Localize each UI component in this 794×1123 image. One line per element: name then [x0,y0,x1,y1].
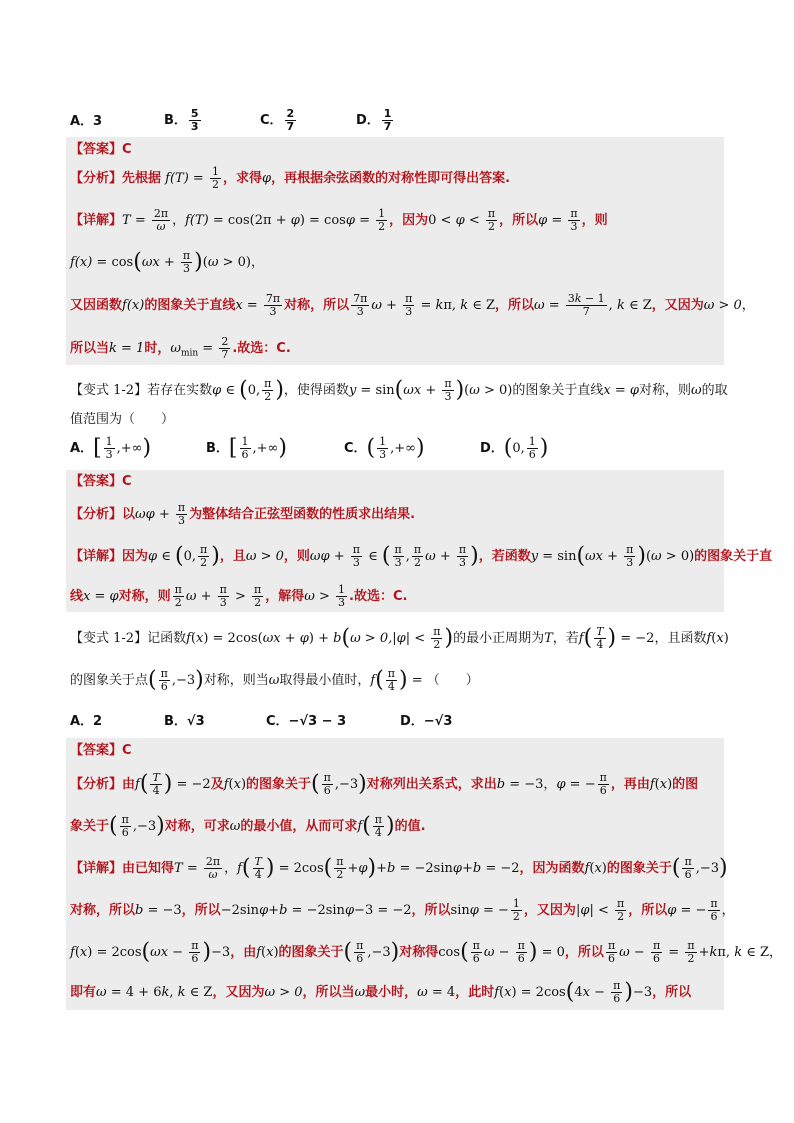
v2-detail-2: 对称，所以b = −3，所以−2sinφ+b = −2sinφ−3 = −2，所以sinφ = − $\frac{1}{2}$ ，又因为|φ| < $\frac{\pi}{2}$ ，所以φ = − $\frac{\pi}{6}$ ， [70,897,735,923]
q1-detail-3: 又因函数f(x)的图象关于直线x = $\frac{7\pi}{3}$ 对称，所以 $\frac{7\pi}{3}$ ω + $\frac{\pi}{3}$ = kπ, k ∈ Z，所以ω = $\frac{3k - 1}{7}$ , k ∈ Z，又因为ω > 0， [70,292,755,318]
v2-stem-line-2: 的图象关于点( $\frac{\pi}{6}$ ,−3)对称，则当ω取得最小值时，f( $\frac{\pi}{4}$ ) = （ ） [70,667,479,693]
q1-detail-1: 【详解】T = $\frac{2\pi}{\omega}$ ，f(T) = cos(2π + φ) = cosφ = $\frac{1}{2}$ ，因为0 < φ < $\frac{\pi}{2}$ ，所以φ = $\frac{\pi}{3}$ ，则 [70,207,608,233]
v1-option-d: D．(0, $\frac{1}{6}$ ) [480,435,549,461]
q1-analysis: 【分析】先根据 f(T) = $\frac{1}{2}$ ，求得φ，再根据余弦函数的对称性即可得出答案. [70,165,511,191]
q1-detail-4: 所以当k = 1时，$\omega_{min}$ = $\frac{2}{7}$ .故选：C. [70,335,291,361]
v2-detail-1: 【详解】由已知得T = $\frac{2\pi}{\omega}$ ，f( $\frac{T}{4}$ ) = 2cos( $\frac{\pi}{2}$ +φ)+b = −2sinφ+b = −2，因为函数f(x)的图象关于( $\frac{\pi}{6}$ ,−3) [70,855,728,881]
v2-option-c: C．−√3 − 3 [266,714,347,729]
q1-option-a: A．3 [70,114,103,129]
q1-answer: 【答案】C [70,142,132,157]
q1-option-c: C． $\frac{2}{7}$ [260,107,295,133]
q1-option-b: B． $\frac{5}{3}$ [164,107,199,133]
v1-stem-line-1: 【变式 1-2】若存在实数φ ∈ (0, $\frac{\pi}{2}$ )，使得函数y = sin(ωx + $\frac{\pi}{3}$ )(ω > 0)的图象关于直线x = φ对称，则ω的取 [70,377,728,403]
v1-option-b: B．[ $\frac{1}{6}$ ,+∞) [206,435,287,461]
v2-detail-3: f(x) = 2cos(ωx − $\frac{\pi}{6}$ )−3，由f(x)的图象关于( $\frac{\pi}{6}$ ,−3)对称得cos( $\frac{\pi}{6}$ ω − $\frac{\pi}{6}$ ) = 0，所以 $\frac{\pi}{6}$ ω − $\frac{\pi}{6}$ = $\frac{\pi}{2}$ +kπ, k ∈ Z， [70,939,782,965]
v1-option-c: C．( $\frac{1}{3}$ ,+∞) [344,435,425,461]
q1-detail-2: f(x) = cos(ωx + $\frac{\pi}{3}$ )(ω > 0)， [70,249,264,275]
v1-option-a: A．[ $\frac{1}{3}$ ,+∞) [70,435,152,461]
v1-analysis: 【分析】以ωφ + $\frac{\pi}{3}$ 为整体结合正弦型函数的性质求出结果. [70,501,416,527]
v2-analysis-1: 【分析】由f( $\frac{T}{4}$ ) = −2及f(x)的图象关于( $\frac{\pi}{6}$ ,−3)对称列出关系式，求出b = −3，φ = − $\frac{\pi}{6}$ ，再由f(x)的图 [70,771,699,797]
v1-stem-line-2: 值范围为（ ） [70,412,175,427]
v2-option-b: B．√3 [164,714,205,729]
v2-analysis-2: 象关于( $\frac{\pi}{6}$ ,−3)对称，可求ω的最小值，从而可求f( $\frac{\pi}{4}$ )的值. [70,813,426,839]
v2-option-a: A．2 [70,714,103,729]
v1-detail-1: 【详解】因为φ ∈ (0, $\frac{\pi}{2}$ )，且ω > 0，则ωφ + $\frac{\pi}{3}$ ∈ ( $\frac{\pi}{3}$ , $\frac{\pi}{2}$ ω + $\frac{\pi}{3}$ )，若函数y = sin(ωx + $\frac{\pi}{3}$ )(ω > 0)的图象关于直 [70,543,773,569]
v1-detail-2: 线x = φ对称，则 $\frac{\pi}{2}$ ω + $\frac{\pi}{3}$ > $\frac{\pi}{2}$ ，解得ω > $\frac{1}{3}$ .故选：C. [70,583,408,609]
v2-detail-4: 即有ω = 4 + 6k, k ∈ Z，又因为ω > 0，所以当ω最小时，ω = 4，此时f(x) = 2cos(4x − $\frac{\pi}{6}$ )−3，所以 [70,979,692,1005]
q1-option-d: D． $\frac{1}{7}$ [356,107,392,133]
v2-option-d: D．−√3 [400,714,453,729]
v2-stem-line-1: 【变式 1-2】记函数f(x) = 2cos(ωx + φ) + b(ω > 0,|φ| < $\frac{\pi}{2}$ )的最小正周期为T，若f( $\frac{T}{4}$ ) = −2，且函数f(x) [70,625,729,651]
v2-answer: 【答案】C [70,743,132,758]
v1-answer: 【答案】C [70,474,132,489]
